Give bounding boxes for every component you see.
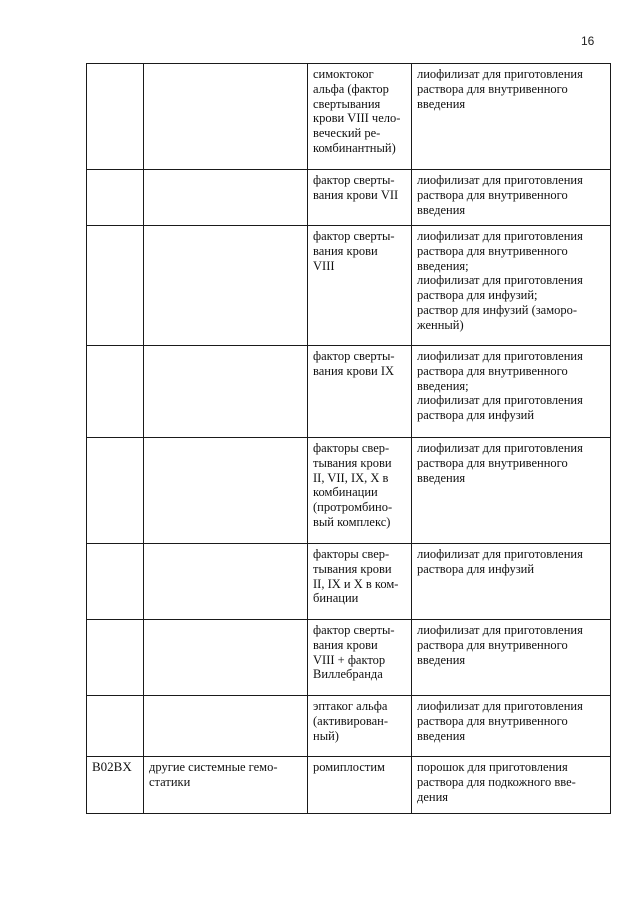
table-row bbox=[87, 544, 611, 620]
group-cell bbox=[144, 438, 308, 544]
atc-code-cell bbox=[87, 696, 144, 757]
group-cell bbox=[144, 696, 308, 757]
drug-name-cell: фактор сверты- вания крови VII bbox=[308, 170, 412, 226]
drug-name-cell: ромиплостим bbox=[308, 757, 412, 814]
drug-table bbox=[86, 63, 611, 814]
atc-code-cell bbox=[87, 64, 144, 170]
drug-name-cell: фактор сверты- вания крови VIII + фактор Виллебранда bbox=[308, 620, 412, 696]
table-row bbox=[87, 170, 611, 226]
page-number: 16 bbox=[581, 34, 595, 48]
group-cell bbox=[144, 544, 308, 620]
table-row bbox=[87, 64, 611, 170]
group-cell: другие системные гемо- статики bbox=[144, 757, 308, 814]
dosage-form-cell: лиофилизат для приготовления раствора для внутривенного введения; лиофилизат для приготовления раствора для инфузий bbox=[412, 346, 611, 438]
atc-code-cell: B02BX bbox=[87, 757, 144, 814]
drug-name-cell: эптаког альфа (активирован- ный) bbox=[308, 696, 412, 757]
atc-code-cell bbox=[87, 346, 144, 438]
dosage-form-cell: лиофилизат для приготовления раствора для инфузий bbox=[412, 544, 611, 620]
atc-code-cell bbox=[87, 544, 144, 620]
atc-code-cell bbox=[87, 170, 144, 226]
drug-name-cell: факторы свер- тывания крови II, IX и X в ком- бинации bbox=[308, 544, 412, 620]
group-cell bbox=[144, 226, 308, 346]
atc-code-cell bbox=[87, 438, 144, 544]
atc-code-cell bbox=[87, 620, 144, 696]
table-row bbox=[87, 226, 611, 346]
dosage-form-cell: лиофилизат для приготовления раствора для внутривенного введения bbox=[412, 696, 611, 757]
dosage-form-cell: лиофилизат для приготовления раствора для внутривенного введения; лиофилизат для приготовления раствора для инфузий; раствор для инфузий (заморо- женный) bbox=[412, 226, 611, 346]
table-row bbox=[87, 346, 611, 438]
table-row bbox=[87, 757, 611, 814]
atc-code-cell bbox=[87, 226, 144, 346]
drug-name-cell: симоктоког альфа (фактор свертывания крови VIII чело- веческий ре- комбинантный) bbox=[308, 64, 412, 170]
table-row bbox=[87, 438, 611, 544]
table-row bbox=[87, 620, 611, 696]
dosage-form-cell: лиофилизат для приготовления раствора для внутривенного введения bbox=[412, 64, 611, 170]
drug-name-cell: факторы свер- тывания крови II, VII, IX, X в комбинации (протромбино- вый комплекс) bbox=[308, 438, 412, 544]
dosage-form-cell: лиофилизат для приготовления раствора для внутривенного введения bbox=[412, 620, 611, 696]
group-cell bbox=[144, 620, 308, 696]
drug-name-cell: фактор сверты- вания крови IX bbox=[308, 346, 412, 438]
group-cell bbox=[144, 64, 308, 170]
drug-name-cell: фактор сверты- вания крови VIII bbox=[308, 226, 412, 346]
dosage-form-cell: лиофилизат для приготовления раствора для внутривенного введения bbox=[412, 170, 611, 226]
table-row bbox=[87, 696, 611, 757]
dosage-form-cell: лиофилизат для приготовления раствора для внутривенного введения bbox=[412, 438, 611, 544]
group-cell bbox=[144, 346, 308, 438]
dosage-form-cell: порошок для приготовления раствора для подкожного вве- дения bbox=[412, 757, 611, 814]
group-cell bbox=[144, 170, 308, 226]
